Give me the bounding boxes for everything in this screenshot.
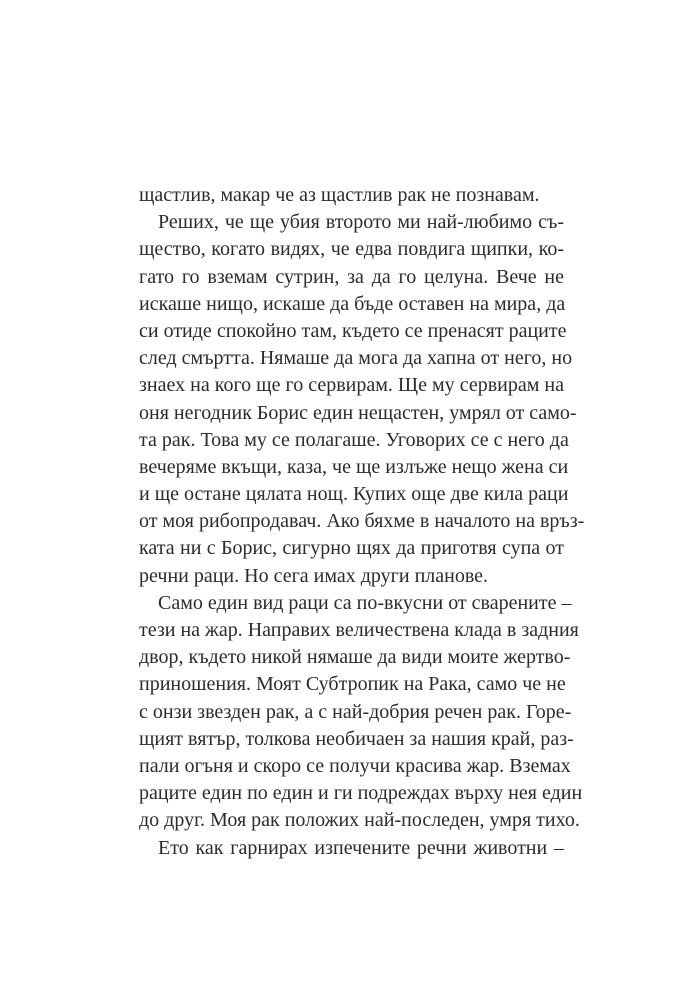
text-line: щастлив, макар че аз щастлив рак не познавам. bbox=[139, 184, 540, 206]
text-line: ката ни с Борис, сигурно щях да приготвя супа от bbox=[139, 537, 564, 560]
text-line: след смъртта. Нямаше да мога да хапна от него, но bbox=[139, 347, 573, 370]
text-line: си отиде спокойно там, където се пренасят раците bbox=[139, 319, 567, 342]
text-line: щият вятър, толкова необичаен за нашия край, раз- bbox=[139, 727, 574, 750]
text-line: Реших, че ще убия второто ми най-любимо съ- bbox=[158, 211, 564, 234]
text-line: тези на жар. Направих величествена клада в задния bbox=[139, 619, 579, 641]
text-line: пали огъня и скоро се получи красива жар. Вземах bbox=[139, 754, 571, 777]
text-line: та рак. Това му се полагаше. Уговорих се с него да bbox=[139, 428, 569, 451]
text-line: оня негодник Борис един нещастен, умрял от само- bbox=[139, 401, 577, 424]
text-line: Само един вид раци са по-вкусни от сварените – bbox=[158, 591, 572, 614]
text-line: приношения. Моят Субтропик на Рака, само че не bbox=[139, 673, 566, 696]
text-line: и ще остане цялата нощ. Купих още две кила раци bbox=[139, 483, 569, 506]
text-line: от моя рибопродавач. Ако бяхме в началото на връз- bbox=[139, 510, 585, 533]
body-text bbox=[139, 182, 585, 862]
text-line: вечеряме вкъщи, каза, че ще излъже нещо жена си bbox=[139, 455, 569, 478]
text-line: до друг. Моя рак положих най-последен, умря тихо. bbox=[139, 809, 580, 832]
text-line: Ето как гарнирах изпечените речни животни – bbox=[158, 836, 564, 859]
text-line: двор, където никой нямаше да види моите жертво- bbox=[139, 646, 571, 669]
text-line: с онзи звезден рак, а с най-добрия речен рак. Горе- bbox=[139, 700, 572, 723]
text-line: речни раци. Но сега имах други планове. bbox=[139, 564, 489, 587]
text-line: гато го вземам сутрин, за да го целуна. Вече не bbox=[139, 265, 564, 288]
text-line: раците един по един и ги подреждах върху нея един bbox=[139, 782, 583, 805]
text-line: знаех на кого ще го сервирам. Ще му сервирам на bbox=[139, 374, 564, 397]
text-line: щество, когато видях, че едва повдига щипки, ко- bbox=[139, 238, 564, 261]
text-line: искаше нищо, искаше да бъде оставен на мира, да bbox=[139, 292, 566, 315]
